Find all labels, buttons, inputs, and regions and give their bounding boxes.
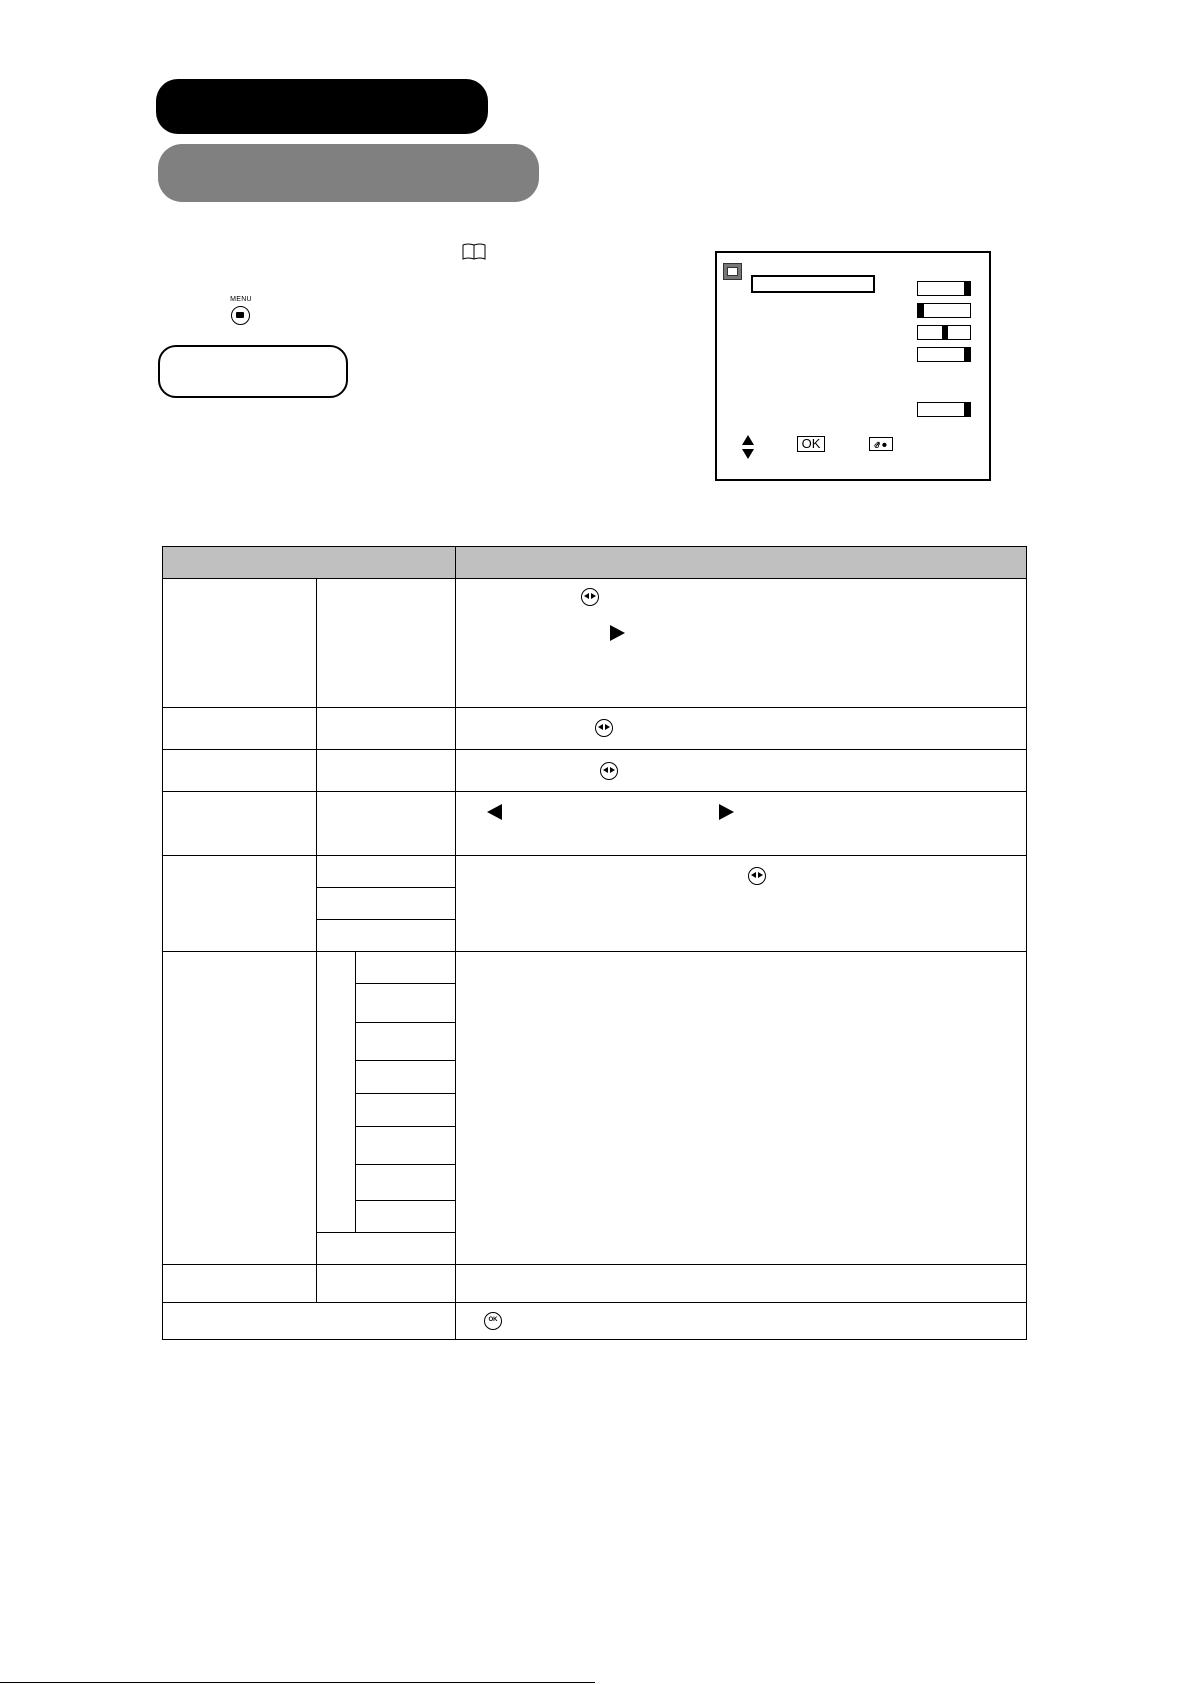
right-arrow-icon	[719, 804, 734, 820]
book-reference-icon	[462, 242, 486, 260]
left-right-button-icon	[600, 762, 618, 780]
osd-level-bar	[917, 402, 971, 417]
menu-button-label: MENU	[230, 296, 252, 303]
menu-options-table	[162, 546, 1027, 1340]
left-right-button-icon	[748, 867, 766, 885]
table-header	[162, 546, 1027, 579]
left-right-button-icon	[595, 719, 613, 737]
section-header-gray	[158, 144, 539, 202]
ok-key-icon: OK	[797, 436, 825, 452]
return-key-icon	[869, 437, 893, 451]
up-down-arrow-icon	[741, 434, 755, 460]
right-arrow-icon	[610, 625, 625, 641]
picture-menu-icon	[723, 263, 742, 280]
section-header-black	[156, 79, 488, 134]
osd-highlight-bar	[751, 275, 875, 293]
osd-level-bar	[917, 281, 971, 296]
menu-icon	[231, 306, 250, 325]
osd-screen	[715, 251, 991, 481]
osd-level-bar	[917, 325, 971, 340]
osd-level-bar	[917, 347, 971, 362]
left-right-button-icon	[581, 588, 599, 606]
left-arrow-icon	[487, 804, 502, 820]
osd-level-bar	[917, 303, 971, 318]
step-label-box	[158, 345, 348, 398]
menu-button[interactable]	[226, 296, 256, 328]
footer-rule	[0, 1682, 595, 1683]
ok-button-icon: OK	[484, 1312, 502, 1330]
